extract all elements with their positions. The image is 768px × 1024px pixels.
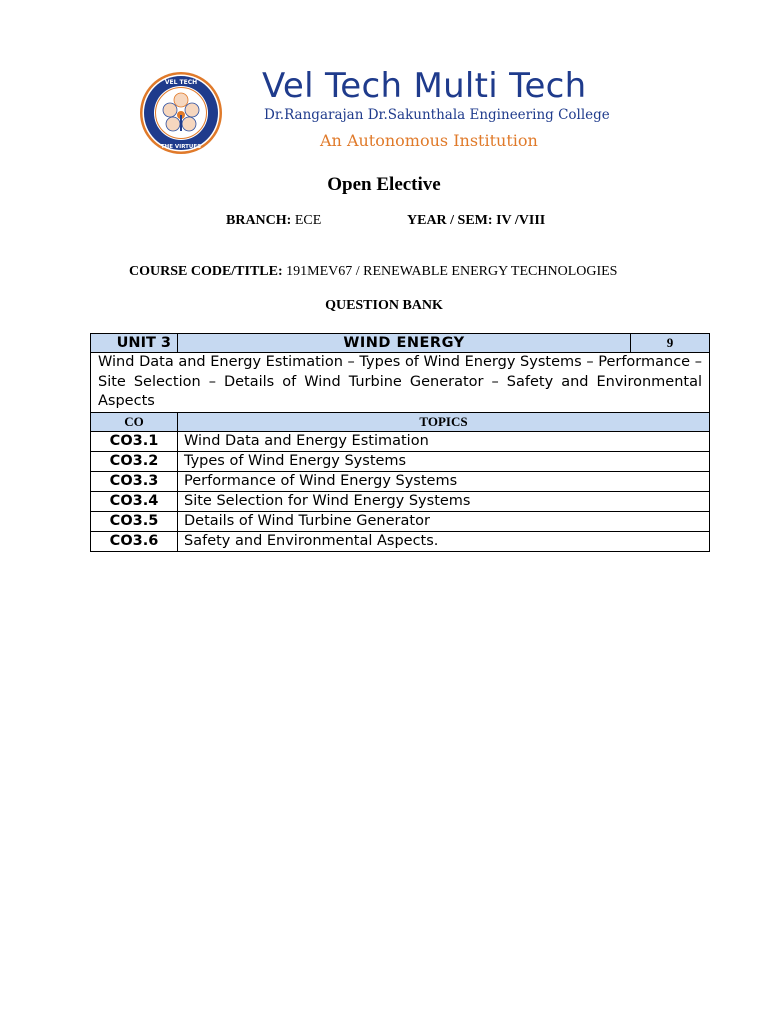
unit-table <box>90 333 710 552</box>
co-code: CO3.3 <box>91 471 178 491</box>
unit-hours: 9 <box>631 334 710 353</box>
unit-label: UNIT 3 <box>91 334 178 353</box>
branch-value: ECE <box>291 213 322 228</box>
college-logo-emblem <box>138 70 224 156</box>
co-code: CO3.4 <box>91 491 178 511</box>
svg-text:THE VIRTUES: THE VIRTUES <box>160 144 202 150</box>
table-row <box>91 431 710 451</box>
table-row <box>91 491 710 511</box>
table-row <box>91 531 710 551</box>
course-line <box>129 264 617 280</box>
year-sem-value: IV /VIII <box>492 213 546 228</box>
table-row <box>91 511 710 531</box>
unit-name: WIND ENERGY <box>178 334 631 353</box>
co-code: CO3.6 <box>91 531 178 551</box>
section-title: QUESTION BANK <box>325 298 443 313</box>
unit-description: Wind Data and Energy Estimation – Types of Wind Energy Systems – Performance – Site Selection – Details of Wind Turbine Generator – Safety and Environmental Aspects <box>91 353 710 413</box>
branch-label: BRANCH: <box>226 213 292 228</box>
year-sem-line <box>407 213 545 229</box>
topic-text: Performance of Wind Energy Systems <box>178 471 710 491</box>
course-label: COURSE CODE/TITLE: <box>129 264 283 279</box>
document-title: Open Elective <box>327 174 441 195</box>
college-logo <box>138 70 224 156</box>
topics-header-row <box>91 412 710 431</box>
co-code: CO3.1 <box>91 431 178 451</box>
topics-column-header: TOPICS <box>178 412 710 431</box>
topic-text: Wind Data and Energy Estimation <box>178 431 710 451</box>
year-sem-label: YEAR / SEM: <box>407 213 493 228</box>
unit-description-row <box>91 353 710 413</box>
table-row <box>91 471 710 491</box>
unit-header-row <box>91 334 710 353</box>
college-name: Dr.Rangarajan Dr.Sakunthala Engineering College <box>264 107 610 123</box>
co-code: CO3.2 <box>91 451 178 471</box>
topic-text: Types of Wind Energy Systems <box>178 451 710 471</box>
svg-text:VEL TECH: VEL TECH <box>164 79 198 86</box>
institution-name: Vel Tech Multi Tech <box>262 66 587 106</box>
topic-text: Site Selection for Wind Energy Systems <box>178 491 710 511</box>
topic-text: Details of Wind Turbine Generator <box>178 511 710 531</box>
course-value: 191MEV67 / RENEWABLE ENERGY TECHNOLOGIES <box>282 264 618 279</box>
co-code: CO3.5 <box>91 511 178 531</box>
branch-line <box>226 213 321 229</box>
institution-tagline: An Autonomous Institution <box>320 131 538 150</box>
co-column-header: CO <box>91 412 178 431</box>
table-row <box>91 451 710 471</box>
topic-text: Safety and Environmental Aspects. <box>178 531 710 551</box>
